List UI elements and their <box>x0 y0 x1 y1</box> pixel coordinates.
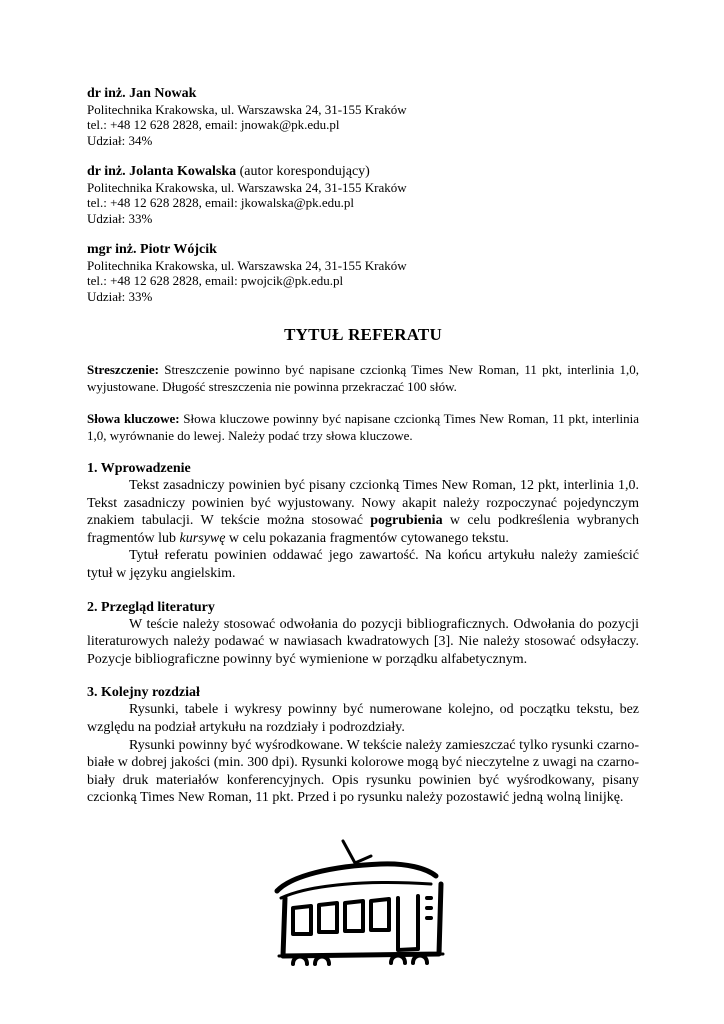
paragraph: W teście należy stosować odwołania do pozycji bibliograficznych. Odwołania do pozycji literaturowych należy podawać w nawiasach kwadratowych [3]. Nie należy stosować odsyłaczy. Pozycje bibliograficzne powinny być wymienione w porządku alfabetycznym. <box>87 616 639 667</box>
section-next-chapter <box>87 684 639 807</box>
author-name: mgr inż. Piotr Wójcik <box>87 242 217 257</box>
abstract <box>87 361 639 395</box>
keywords-text: Słowa kluczowe powinny być napisane czcionką Times New Roman, 11 pkt, interlinia 1,0, wyrównanie do lewej. Należy podać trzy słowa kluczowe. <box>87 411 639 443</box>
paper-page <box>87 86 639 807</box>
author-address: Politechnika Krakowska, ul. Warszawska 24, 31-155 Kraków <box>87 257 407 273</box>
paragraph: Tytuł referatu powinien oddawać jego zawartość. Na końcu artykułu należy zamieścić tytuł w języku angielskim. <box>87 548 639 581</box>
section-heading: 2. Przegląd literatury <box>87 599 215 615</box>
paragraph: Rysunki, tabele i wykresy powinny być numerowane kolejno, od początku tekstu, bez względu na podział artykułu na rozdziały i podrozdziały. <box>87 702 639 735</box>
author-block-1 <box>87 86 639 148</box>
text-run: w celu pokazania fragmentów cytowanego tekstu. <box>225 530 509 546</box>
author-contact: tel.: +48 12 628 2828, email: jkowalska@pk.edu.pl <box>87 195 354 210</box>
text-run: Tekst zasadniczy powinien być pisany czcionką Times New Roman, 12 pkt, interlinia 1,0. Tekst zasadniczy powinien być wyjustowany. Nowy akapit należy rozpoczynać pojedynczym znakiem tabulacji. W tekście można stosować <box>87 478 639 529</box>
text-run: w celu podkreślenia wybranych fragmentów lub <box>87 513 639 546</box>
abstract-label: Streszczenie: <box>87 362 159 377</box>
author-note: (autor korespondujący) <box>236 164 370 179</box>
author-share: Udział: 34% <box>87 132 153 148</box>
bold-text: pogrubienia <box>370 513 443 529</box>
author-name: dr inż. Jolanta Kowalska <box>87 164 237 179</box>
author-contact: tel.: +48 12 628 2828, email: jnowak@pk.edu.pl <box>87 117 340 132</box>
section-heading: 3. Kolejny rozdział <box>87 685 200 701</box>
paper-title: TYTUŁ REFERATU <box>284 325 442 344</box>
section-introduction <box>87 460 639 583</box>
section-heading: 1. Wprowadzenie <box>87 461 191 476</box>
author-address: Politechnika Krakowska, ul. Warszawska 24, 31-155 Kraków <box>87 179 407 195</box>
paragraph: Rysunki powinny być wyśrodkowane. W tekście należy zamieszczać tylko rysunki czarno-białe w dobrej jakości (min. 300 dpi). Rysunki kolorowe mogą być nieczytelne z uwagi na czarno-biały druk materiałów konferencyjnych. Opis rysunku powinien być wyśrodkowany, pisany czcionką Times New Roman, 11 pkt. Przed i po rysunku należy pozostawić jedną wolną linijkę. <box>87 737 639 806</box>
author-name: dr inż. Jan Nowak <box>87 86 197 101</box>
tram-icon <box>271 836 451 966</box>
author-contact: tel.: +48 12 628 2828, email: pwojcik@pk.edu.pl <box>87 273 344 288</box>
author-block-2 <box>87 164 639 226</box>
keywords-label: Słowa kluczowe: <box>87 411 180 426</box>
keywords <box>87 410 639 444</box>
italic-text: kursywę <box>179 530 226 546</box>
author-share: Udział: 33% <box>87 288 153 304</box>
section-literature-review <box>87 599 639 669</box>
author-block-3 <box>87 242 639 304</box>
author-address: Politechnika Krakowska, ul. Warszawska 24, 31-155 Kraków <box>87 101 407 117</box>
abstract-text: Streszczenie powinno być napisane czcionką Times New Roman, 11 pkt, interlinia 1,0, wyjustowane. Długość streszczenia nie powinna przekraczać 100 słów. <box>87 362 639 394</box>
author-share: Udział: 33% <box>87 210 153 226</box>
paragraph <box>87 477 639 547</box>
figure <box>271 836 451 966</box>
